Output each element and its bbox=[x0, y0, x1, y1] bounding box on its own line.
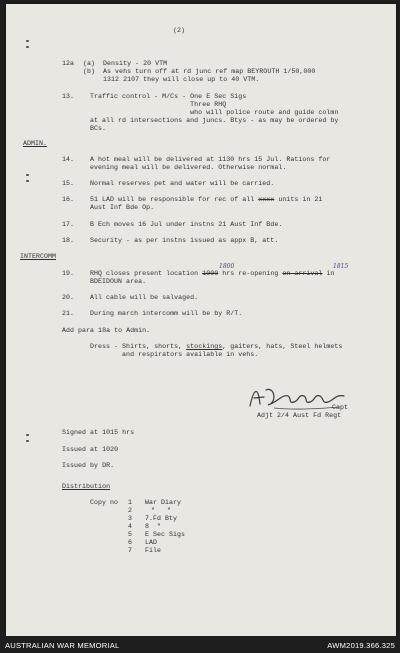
signatory-rank: Capt bbox=[332, 404, 349, 411]
para-number: 14. bbox=[62, 156, 75, 163]
para-text: B Ech moves 16 Jul under instns 21 Aust Inf Bde. bbox=[90, 221, 283, 228]
signatory-title: Adjt 2/4 Aust Fd Regt bbox=[257, 412, 342, 419]
struck-text: 1000 bbox=[202, 270, 219, 277]
copy-no-label: Copy no bbox=[90, 499, 119, 506]
para-text: A hot meal will be delivered at 1130 hrs 15 Jul. Rations for bbox=[90, 156, 331, 163]
distribution-copy-number: 3 bbox=[128, 515, 133, 522]
signed-at: Signed at 1015 hrs bbox=[62, 429, 135, 436]
distribution-copy-number: 4 bbox=[128, 523, 133, 530]
distribution-heading: Distribution bbox=[62, 483, 111, 490]
text-run: , gaiters, hats, Steel helmets bbox=[222, 343, 343, 350]
distribution-copy-number: 5 bbox=[128, 531, 133, 538]
para-text-line bbox=[90, 270, 334, 277]
para-number: 13. bbox=[62, 93, 75, 100]
archive-footer bbox=[0, 636, 400, 653]
distribution-recipient: 7.Fd Bty bbox=[145, 515, 178, 522]
para-number: 18. bbox=[62, 237, 75, 244]
para-text: During march intercomm will be by R/T. bbox=[90, 310, 243, 317]
distribution-copy-number: 7 bbox=[128, 547, 133, 554]
distribution-recipient: " " bbox=[151, 507, 172, 514]
punch-hole bbox=[26, 174, 29, 176]
section-heading-intercomm: INTERCOMM bbox=[20, 253, 57, 260]
para-text: Aust Inf Bde Op. bbox=[90, 204, 155, 211]
distribution-recipient: LAD bbox=[145, 539, 158, 546]
para-number: 20. bbox=[62, 294, 75, 301]
issued-by: Issued by DR. bbox=[62, 462, 115, 469]
para-text: Normal reserves pet and water will be carried. bbox=[90, 180, 275, 187]
para-text: BDEIDOUN area. bbox=[90, 278, 147, 285]
footer-institution: AUSTRALIAN WAR MEMORIAL bbox=[5, 641, 120, 650]
para-text-line bbox=[90, 343, 342, 350]
text-run: units in 21 bbox=[274, 196, 323, 203]
para-text: (a) Density - 20 VTM bbox=[83, 60, 168, 67]
para-number: 12a bbox=[62, 60, 75, 67]
para-text: and respirators available in vehs. bbox=[90, 351, 259, 358]
para-text: BCs. bbox=[90, 125, 107, 132]
punch-hole bbox=[26, 46, 29, 48]
text-run: in bbox=[322, 270, 335, 277]
text-run: 51 LAD will be responsible for rec of all bbox=[90, 196, 259, 203]
text-run: hrs re-opening bbox=[218, 270, 283, 277]
handwritten-annotation: 1800 bbox=[219, 263, 235, 270]
para-text: at all rd intersections and juncs. Btys - as may be ordered by bbox=[90, 117, 339, 124]
para-text: 1312 2107 they will close up to 40 VTM. bbox=[83, 76, 260, 83]
para-number: 19. bbox=[62, 270, 75, 277]
punch-hole bbox=[26, 40, 29, 42]
para-text: (b) As vehs turn off at rd junc ref map BEYROUTH 1/50,000 bbox=[83, 68, 316, 75]
distribution-recipient: E Sec Sigs bbox=[145, 531, 186, 538]
punch-hole bbox=[26, 180, 29, 182]
document-page bbox=[6, 4, 396, 636]
distribution-recipient: 8 " bbox=[145, 523, 162, 530]
struck-text: on arrival bbox=[282, 270, 323, 277]
para-text: Add para 18a to Admin. bbox=[62, 327, 151, 334]
para-number: 21. bbox=[62, 310, 75, 317]
issued-at: Issued at 1020 bbox=[62, 446, 119, 453]
para-text: evening meal will be delivered. Otherwise normal. bbox=[90, 164, 287, 171]
distribution-copy-number: 6 bbox=[128, 539, 133, 546]
page-number: (2) bbox=[173, 27, 186, 34]
handwritten-annotation: 1815 bbox=[333, 263, 349, 270]
para-number: 17. bbox=[62, 221, 75, 228]
underlined-text: stockings bbox=[186, 343, 223, 350]
para-number: 16. bbox=[62, 196, 75, 203]
para-text: Three RHQ bbox=[90, 101, 227, 108]
para-number: 15. bbox=[62, 180, 75, 187]
distribution-copy-number: 1 bbox=[128, 499, 133, 506]
para-text-line bbox=[90, 196, 322, 203]
para-text: All cable will be salvaged. bbox=[90, 294, 199, 301]
text-run: Dress - Shirts, shorts, bbox=[90, 343, 187, 350]
section-heading-admin: ADMIN. bbox=[23, 140, 48, 147]
para-text: who will police route and guide colmn bbox=[90, 109, 339, 116]
punch-hole bbox=[26, 440, 29, 442]
footer-accession-number: AWM2019.366.325 bbox=[327, 641, 395, 650]
distribution-recipient: File bbox=[145, 547, 162, 554]
distribution-copy-number: 2 bbox=[128, 507, 133, 514]
struck-text: xxxx bbox=[258, 196, 275, 203]
para-text: Traffic control - M/Cs - One E Sec Sigs bbox=[90, 93, 247, 100]
distribution-recipient: War Diary bbox=[145, 499, 182, 506]
text-run: RHQ closes present location bbox=[90, 270, 203, 277]
punch-hole bbox=[26, 434, 29, 436]
para-text: Security - as per instns issued as appx B, att. bbox=[90, 237, 279, 244]
